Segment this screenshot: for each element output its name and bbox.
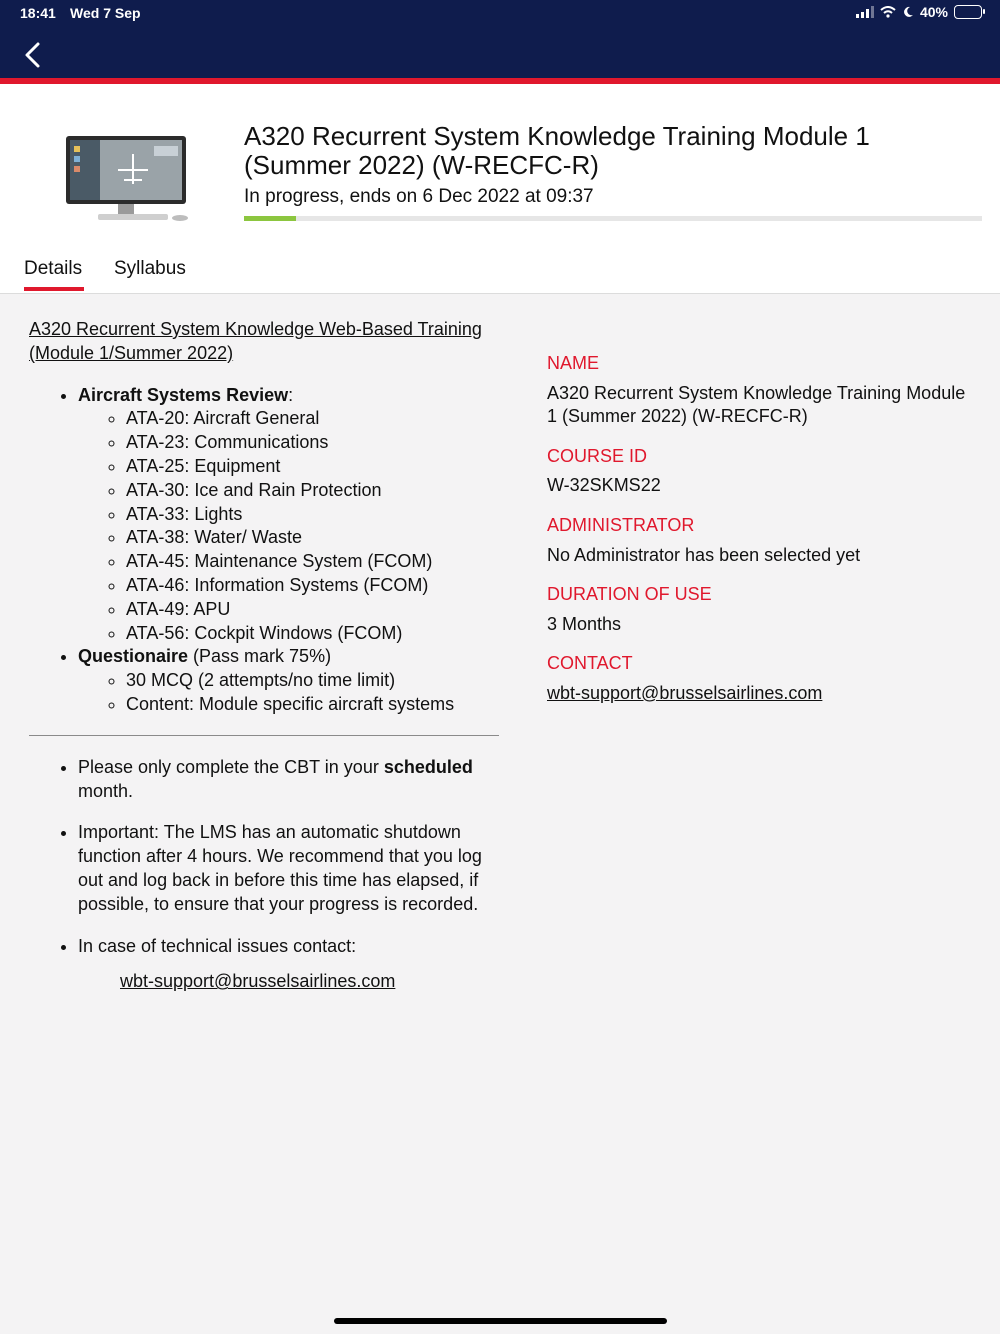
note-text: month.	[78, 780, 134, 801]
list-item: ◦ ATA-46: Information Systems (FCOM)	[126, 574, 499, 598]
section-divider	[29, 735, 499, 736]
note-important: • Important: The LMS has an automatic shutdown function after 4 hours. We recommend that you log out and log back in before this time has elapsed, if possible, to ensure that your progress is recorded.	[78, 821, 499, 916]
note-emphasis: scheduled	[383, 756, 473, 777]
status-indicators	[856, 4, 982, 20]
course-progress-bar	[244, 216, 982, 221]
administrator-value: No Administrator has been selected yet	[547, 544, 861, 565]
battery-icon	[954, 5, 982, 19]
list-item: ◦ Content: Module specific aircraft systems	[126, 693, 499, 717]
name-value: A320 Recurrent System Knowledge Training Module 1 (Summer 2022) (W-RECFC-R)	[547, 382, 966, 427]
course-id-value: W-32SKMS22	[547, 475, 661, 496]
duration-label: DURATION OF USE	[547, 584, 712, 605]
header-divider	[0, 293, 1000, 294]
home-indicator[interactable]	[334, 1318, 667, 1324]
list-item: ◦ ATA-20: Aircraft General	[126, 407, 499, 431]
course-thumbnail	[58, 132, 198, 232]
section-suffix: (Pass mark 75%)	[188, 646, 332, 667]
section-questionaire	[78, 645, 499, 716]
syllabus-outline	[78, 384, 499, 717]
course-status: In progress, ends on 6 Dec 2022 at 09:37	[244, 186, 594, 207]
note-contact: • In case of technical issues contact:	[78, 935, 499, 959]
course-title: A320 Recurrent System Knowledge Training Module 1 (Summer 2022) (W-RECFC-R)	[244, 121, 870, 180]
active-tab-indicator	[24, 287, 84, 291]
list-item: ◦ ATA-49: APU	[126, 598, 499, 622]
tab-syllabus[interactable]: Syllabus	[114, 258, 186, 279]
list-item: ◦ 30 MCQ (2 attempts/no time limit)	[126, 669, 499, 693]
contact-email-link[interactable]: wbt-support@brusselsairlines.com	[547, 682, 823, 703]
name-label: NAME	[547, 353, 600, 373]
note-scheduled	[78, 756, 499, 804]
notes-list	[78, 756, 499, 959]
section-aircraft-systems-review	[78, 384, 499, 646]
list-item: ◦ ATA-56: Cockpit Windows (FCOM)	[126, 622, 499, 646]
course-id-label: COURSE ID	[547, 445, 648, 466]
section-items	[126, 407, 499, 645]
section-heading: Questionaire	[78, 646, 189, 667]
support-email-link[interactable]: wbt-support@brusselsairlines.com	[120, 971, 396, 992]
list-item: ◦ ATA-45: Maintenance System (FCOM)	[126, 550, 499, 574]
administrator-label: ADMINISTRATOR	[547, 514, 695, 535]
contact-label: CONTACT	[547, 653, 633, 674]
battery-percentage: 40%	[919, 4, 948, 20]
wifi-icon	[880, 6, 896, 18]
course-info-panel	[547, 352, 967, 722]
course-description-link[interactable]: A320 Recurrent System Knowledge Web-Based Training (Module 1/Summer 2022)	[29, 319, 482, 363]
list-item: ◦ ATA-38: Water/ Waste	[126, 526, 499, 550]
tab-details[interactable]: Details	[24, 258, 83, 279]
duration-value: 3 Months	[547, 613, 622, 634]
back-chevron-icon[interactable]	[20, 40, 48, 70]
list-item: ◦ ATA-23: Communications	[126, 431, 499, 455]
section-heading: Aircraft Systems Review	[78, 384, 289, 405]
list-item: ◦ ATA-25: Equipment	[126, 455, 499, 479]
moon-icon	[902, 6, 914, 18]
status-date: Wed 7 Sep	[70, 5, 141, 21]
list-item: ◦ ATA-33: Lights	[126, 503, 499, 527]
status-bar	[0, 0, 1000, 28]
course-header	[0, 84, 1000, 294]
course-progress-fill	[244, 216, 296, 221]
status-time: 18:41	[20, 5, 56, 21]
list-item: ◦ ATA-30: Ice and Rain Protection	[126, 479, 499, 503]
course-description	[29, 318, 499, 994]
section-items	[126, 669, 499, 717]
cellular-signal-icon	[856, 6, 874, 18]
note-text: Please only complete the CBT in your	[78, 756, 384, 777]
section-suffix: :	[288, 384, 294, 405]
